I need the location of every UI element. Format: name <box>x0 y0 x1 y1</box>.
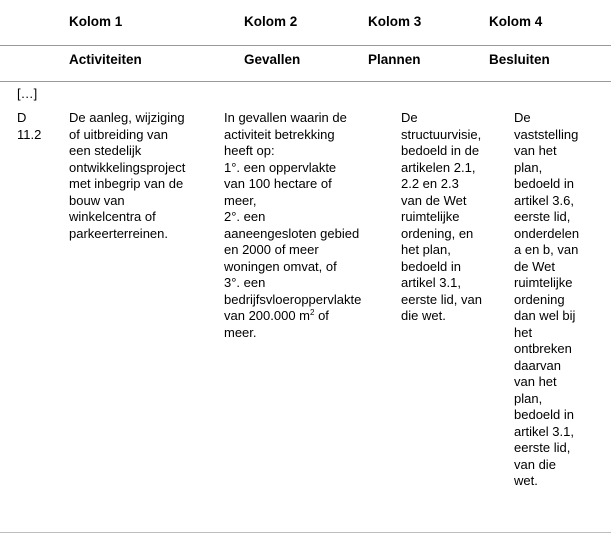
superscript-2: 2 <box>310 308 315 317</box>
subheader-plannen: Plannen <box>368 52 421 67</box>
header-divider <box>0 45 611 46</box>
cell-gevallen <box>224 110 361 341</box>
subheader-activiteiten: Activiteiten <box>69 52 142 67</box>
subheader-divider <box>0 81 611 82</box>
cell-gevallen-text: In gevallen waarin de activiteit betrekking heeft op: 1°. een oppervlakte van 100 hectare of meer, 2°. een aaneengesloten gebied en 2000 of meer woningen omvat, of 3°. een bedrijfsvloeroppervlakte van 200.000 m <box>224 110 362 323</box>
omission-marker: […] <box>17 86 38 101</box>
subheader-gevallen: Gevallen <box>244 52 301 67</box>
cell-plannen: De structuurvisie, bedoeld in de artikelen 2.1, 2.2 en 2.3 van de Wet ruimtelijke ordening, en het plan, bedoeld in artikel 3.1, eerste lid, van die wet. <box>401 110 482 323</box>
table-bottom-rule <box>0 532 611 533</box>
column-header-3: Kolom 3 <box>368 14 422 29</box>
cell-activiteiten: De aanleg, wijziging of uitbreiding van een stedelijk ontwikkelingsproject met inbegrip van de bouw van winkelcentra of parkeerterreinen. <box>69 110 186 241</box>
cell-besluiten: De vaststelling van het plan, bedoeld in artikel 3.6, eerste lid, onderdelen a en b, van de Wet ruimtelijke ordening dan wel bij het ontbreken daarvan van het plan, bedoeld in artikel 3.1, eerste lid, van die wet. <box>514 110 580 488</box>
column-header-1: Kolom 1 <box>69 14 123 29</box>
subheader-besluiten: Besluiten <box>489 52 550 67</box>
row-code: D 11.2 <box>17 110 42 142</box>
cell-gevallen-tail: of meer. <box>224 308 329 340</box>
column-header-2: Kolom 2 <box>244 14 298 29</box>
column-header-4: Kolom 4 <box>489 14 543 29</box>
